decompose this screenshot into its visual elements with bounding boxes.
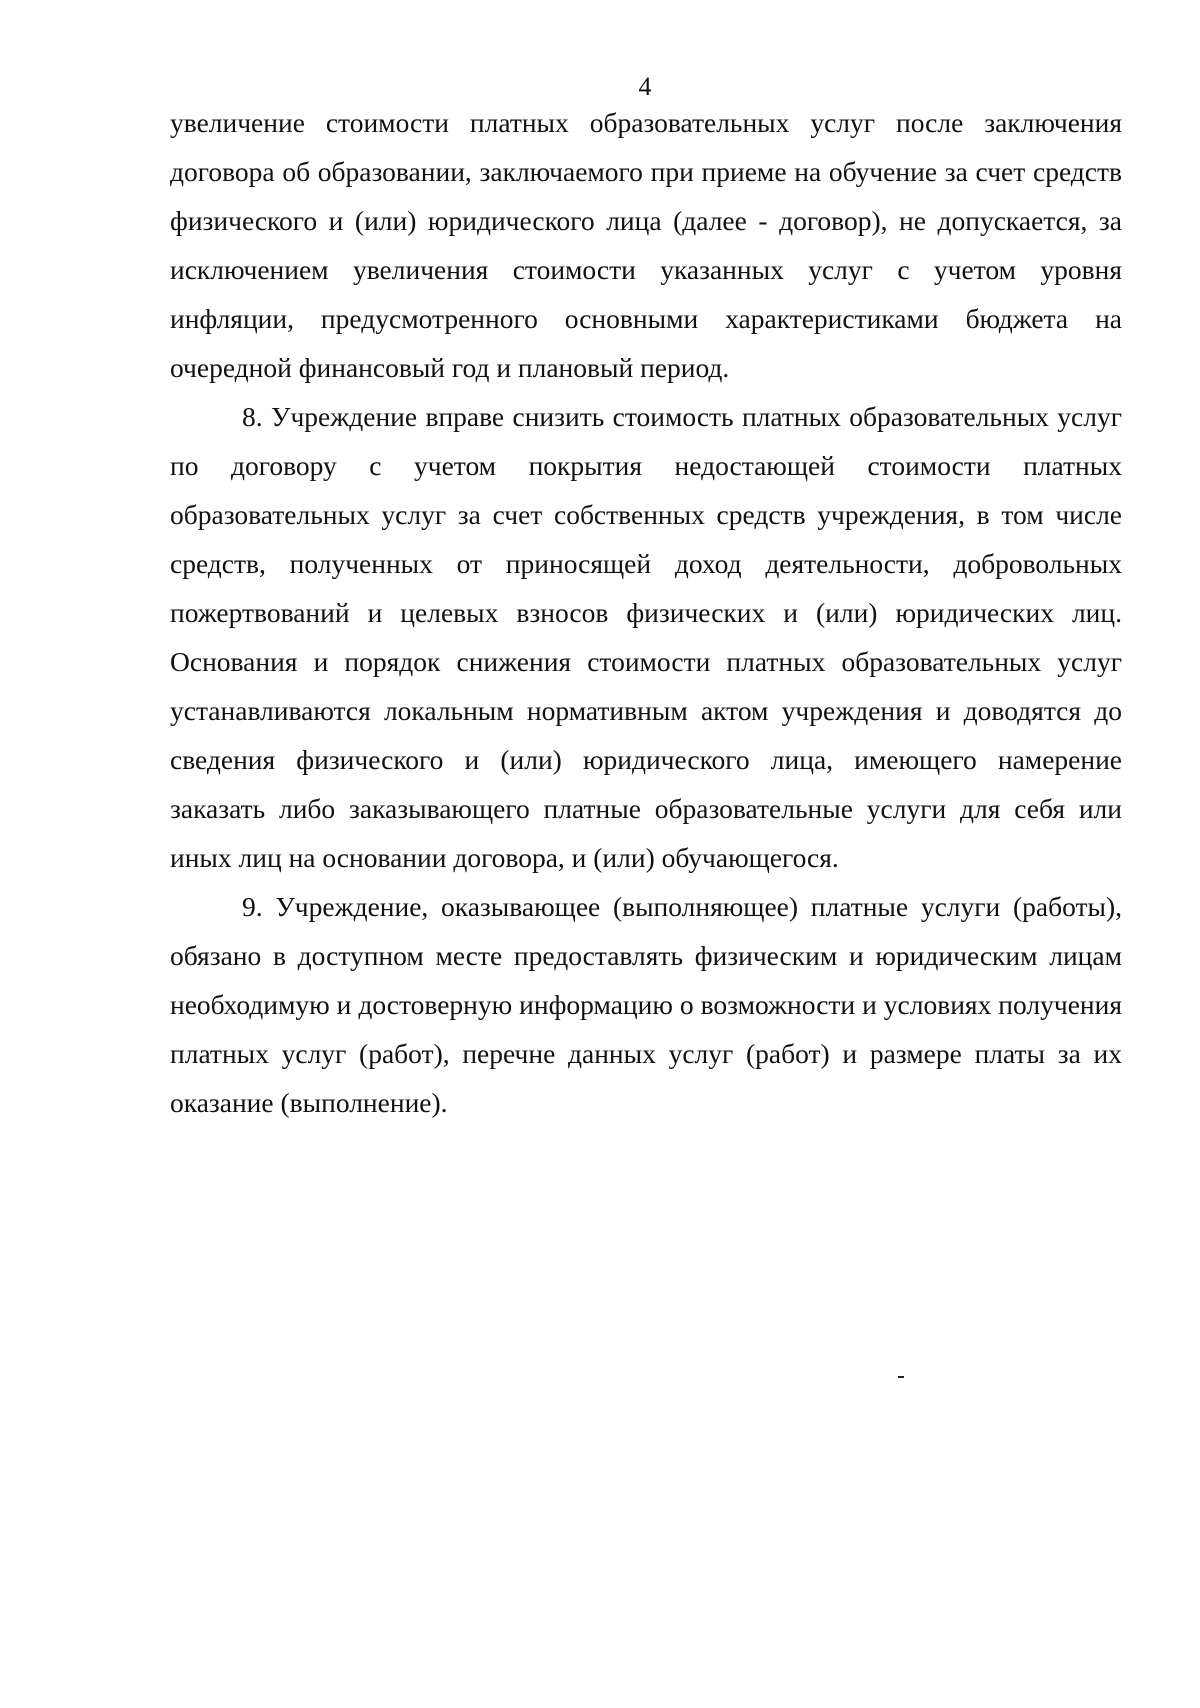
paragraph-item-8: 8. Учреждение вправе снизить стоимость платных образовательных услуг по договору с учетом покрытия недостающей стоимости платных образовательных услуг за счет собственных средств учреждения, в том числе средств, полученных от приносящей доход деятельности, добровольных пожертвований и целевых взносов физических и (или) юридических лиц. Основания и порядок снижения стоимости платных образовательных услуг устанавливаются локальным нормативным актом учреждения и доводятся до сведения физического и (или) юридического лица, имеющего намерение заказать либо заказывающего платные образовательные услуги для себя или иных лиц на основании договора, и (или) обучающегося.: [170, 401, 1122, 873]
page-number: 4: [638, 72, 652, 101]
scan-speck: [898, 1376, 904, 1378]
document-body: [170, 98, 1122, 1127]
paragraph-item-9: 9. Учреждение, оказывающее (выполняющее) платные услуги (работы), обязано в доступном месте предоставлять физическим и юридическим лицам необходимую и достоверную информацию о возможности и условиях получения платных услуг (работ), перечне данных услуг (работ) и размере платы за их оказание (выполнение).: [170, 891, 1122, 1118]
paragraph-continuation: увеличение стоимости платных образовательных услуг после заключения договора об образовании, заключаемого при приеме на обучение за счет средств физического и (или) юридического лица (далее - договор), не допускается, за исключением увеличения стоимости указанных услуг с учетом уровня инфляции, предусмотренного основными характеристиками бюджета на очередной финансовый год и плановый период.: [170, 107, 1122, 383]
